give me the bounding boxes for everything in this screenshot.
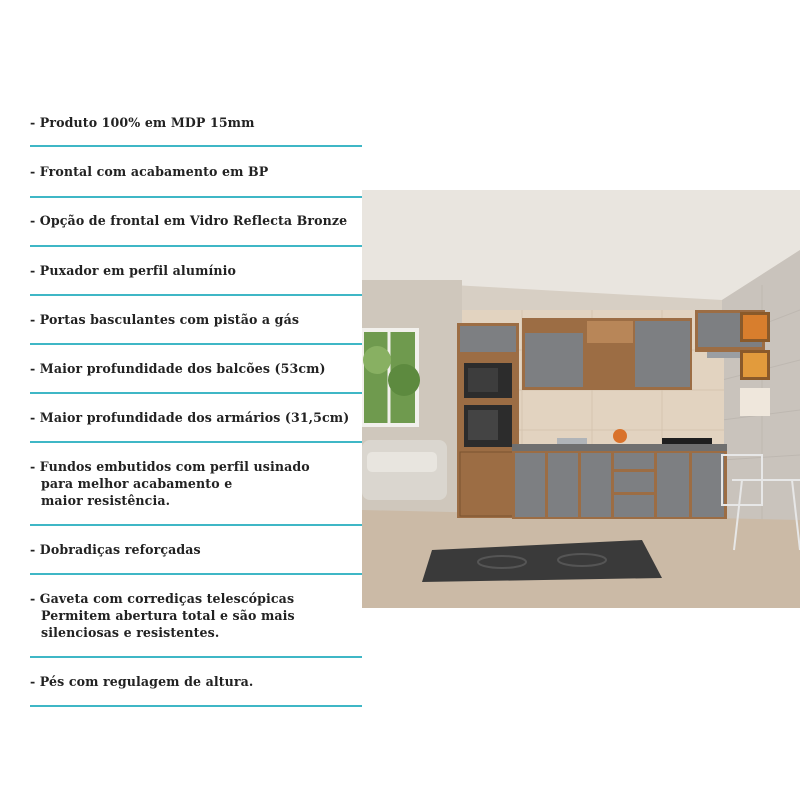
feature-text: - Opção de frontal em Vidro Reflecta Bronze — [30, 213, 348, 228]
kitchen-illustration — [362, 190, 800, 608]
feature-list — [30, 0, 362, 800]
feature-text: - Maior profundidade dos armários (31,5cm) — [30, 410, 350, 425]
feature-text: - Maior profundidade dos balcões (53cm) — [30, 361, 326, 376]
feature-item — [30, 262, 362, 279]
divider-line — [30, 294, 362, 296]
feature-text: - Fundos embutidos com perfil usinado — [30, 459, 310, 474]
divider-line — [30, 656, 362, 658]
feature-item — [30, 311, 362, 328]
feature-text: - Frontal com acabamento em BP — [30, 164, 269, 179]
feature-text: - Dobradiças reforçadas — [30, 542, 201, 557]
feature-text: - Pés com regulagem de altura. — [30, 674, 254, 689]
divider-line — [30, 441, 362, 443]
feature-item — [30, 673, 362, 690]
feature-text: Permitem abertura total e são mais — [41, 608, 295, 623]
divider-line — [30, 524, 362, 526]
feature-text: - Gaveta com corrediças telescópicas — [30, 591, 295, 606]
divider-line — [30, 196, 362, 198]
divider-line — [30, 705, 362, 707]
feature-item — [30, 360, 362, 377]
feature-item — [30, 114, 362, 131]
feature-item — [30, 541, 362, 558]
feature-text: silenciosas e resistentes. — [41, 625, 220, 640]
feature-text: - Produto 100% em MDP 15mm — [30, 115, 255, 130]
divider-line — [30, 343, 362, 345]
kitchen-photo — [362, 190, 800, 608]
feature-text: maior resistência. — [41, 493, 171, 508]
divider-line — [30, 573, 362, 575]
feature-text: - Puxador em perfil alumínio — [30, 263, 237, 278]
divider-line — [30, 392, 362, 394]
feature-text: - Portas basculantes com pistão a gás — [30, 312, 300, 327]
divider-line — [30, 145, 362, 147]
feature-item — [30, 590, 362, 641]
feature-text: para melhor acabamento e — [41, 476, 233, 491]
feature-item — [30, 212, 362, 229]
feature-item — [30, 458, 362, 509]
feature-item — [30, 163, 362, 180]
feature-item — [30, 409, 362, 426]
divider-line — [30, 245, 362, 247]
